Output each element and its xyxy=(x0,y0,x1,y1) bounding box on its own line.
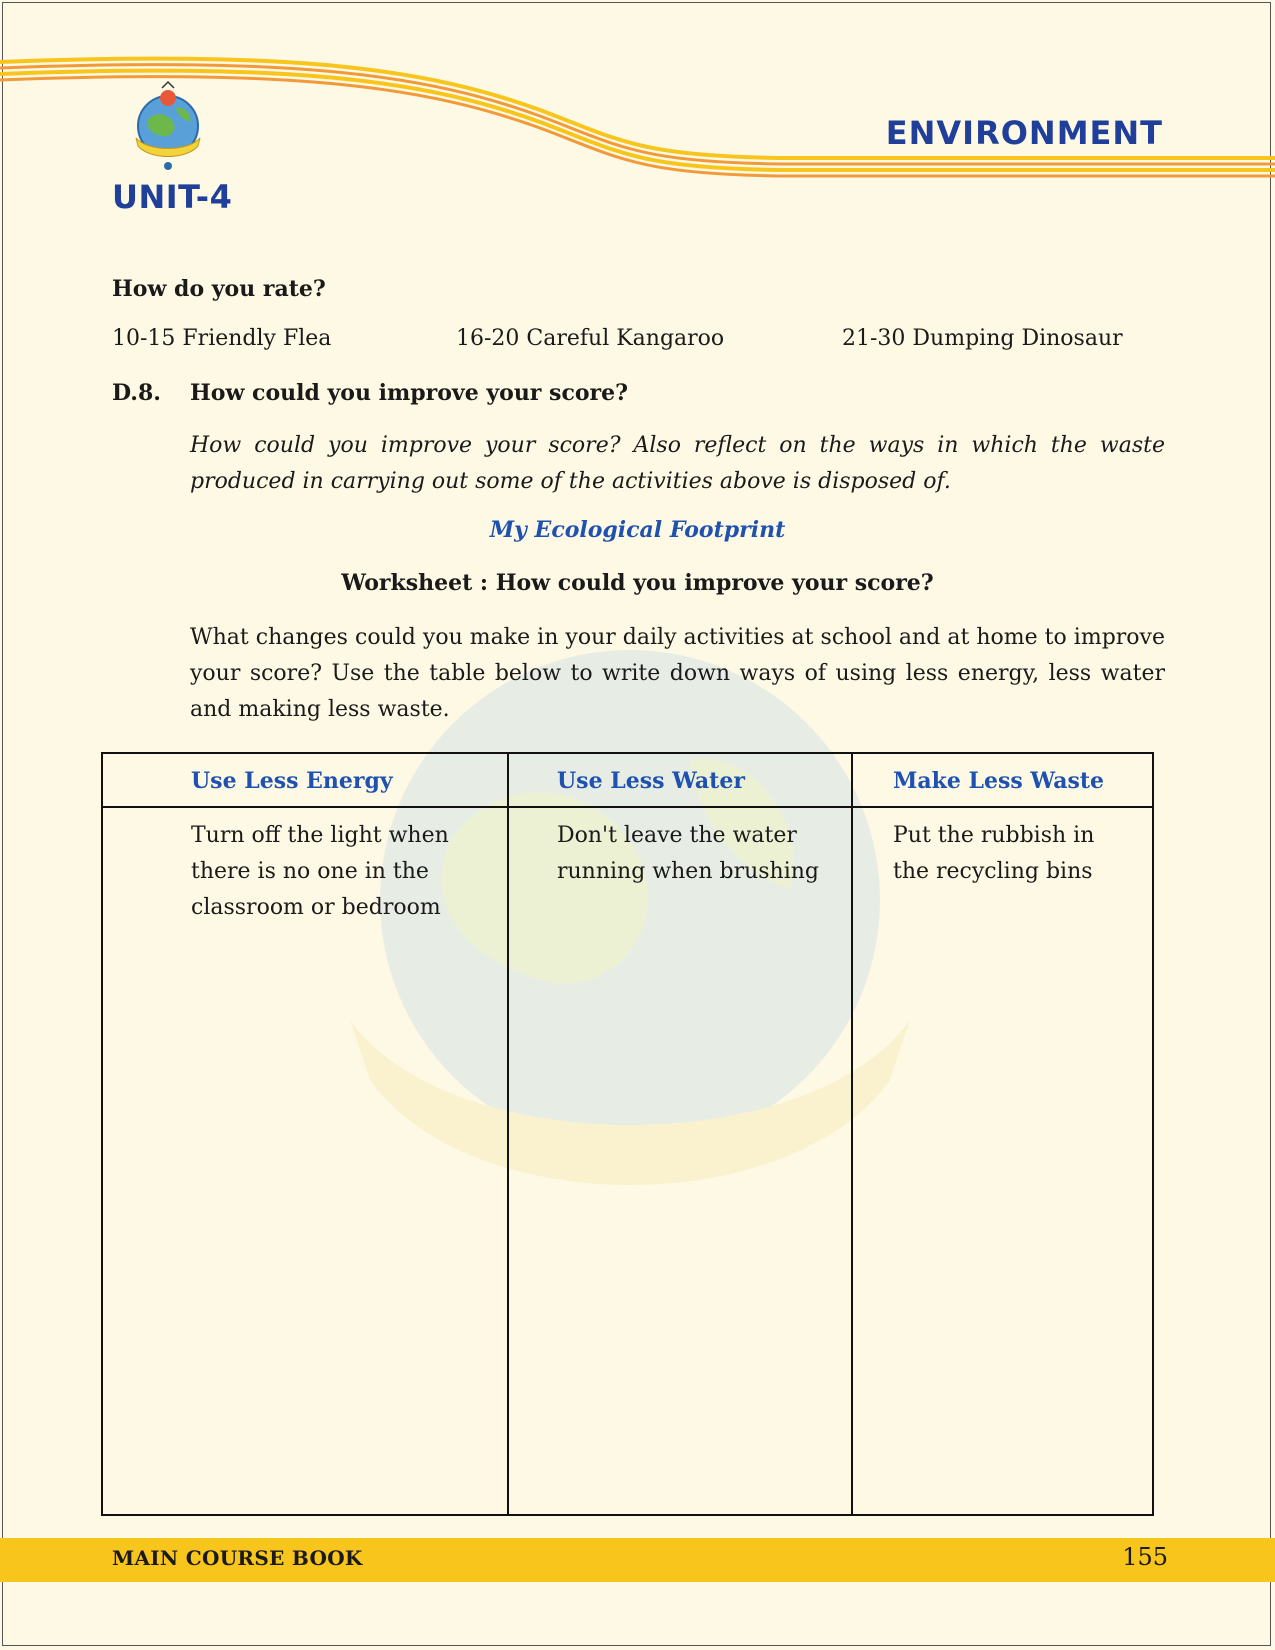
section-title: ENVIRONMENT xyxy=(885,114,1163,152)
column-header-energy: Use Less Energy xyxy=(191,768,393,794)
cell-line: Don't leave the water xyxy=(557,823,797,848)
rating-option: 21-30 Dumping Dinosaur xyxy=(842,326,1123,351)
rating-option: 16-20 Careful Kangaroo xyxy=(456,326,725,351)
ecological-footprint-title: My Ecological Footprint xyxy=(489,517,786,543)
page-number: 155 xyxy=(1122,1543,1168,1571)
footer-book-title: MAIN COURSE BOOK xyxy=(112,1546,363,1570)
worksheet-table xyxy=(101,752,1154,1516)
rating-question: How do you rate? xyxy=(112,276,326,302)
cell-line: the recycling bins xyxy=(893,859,1093,884)
cell-line: running when brushing xyxy=(557,859,820,884)
question-body: How could you improve your score? Also reflect on the ways in which the waste produced in carrying out some of the activities above is disposed of. xyxy=(190,433,1165,494)
worksheet-intro: What changes could you make in your daily activities at school and at home to improve your score? Use the table below to write down ways of using less energy, less water and making less waste. xyxy=(190,625,1165,722)
table-header-divider xyxy=(103,806,1152,808)
cell-line: Turn off the light when xyxy=(191,823,449,848)
table-column-divider xyxy=(507,754,509,1514)
cell-energy xyxy=(191,818,449,926)
cell-water xyxy=(557,818,819,890)
cell-line: classroom or bedroom xyxy=(191,895,441,920)
cell-line: Put the rubbish in xyxy=(893,823,1095,848)
rating-option: 10-15 Friendly Flea xyxy=(112,326,332,351)
cell-line: there is no one in the xyxy=(191,859,429,884)
column-header-waste: Make Less Waste xyxy=(893,768,1104,794)
table-column-divider xyxy=(851,754,853,1514)
question-title: How could you improve your score? xyxy=(190,380,628,406)
question-number: D.8. xyxy=(112,380,161,406)
worksheet-title: Worksheet : How could you improve your score? xyxy=(341,570,934,596)
cbse-logo xyxy=(118,80,218,180)
cell-waste xyxy=(893,818,1094,890)
unit-label: UNIT-4 xyxy=(112,178,233,216)
column-header-water: Use Less Water xyxy=(557,768,745,794)
